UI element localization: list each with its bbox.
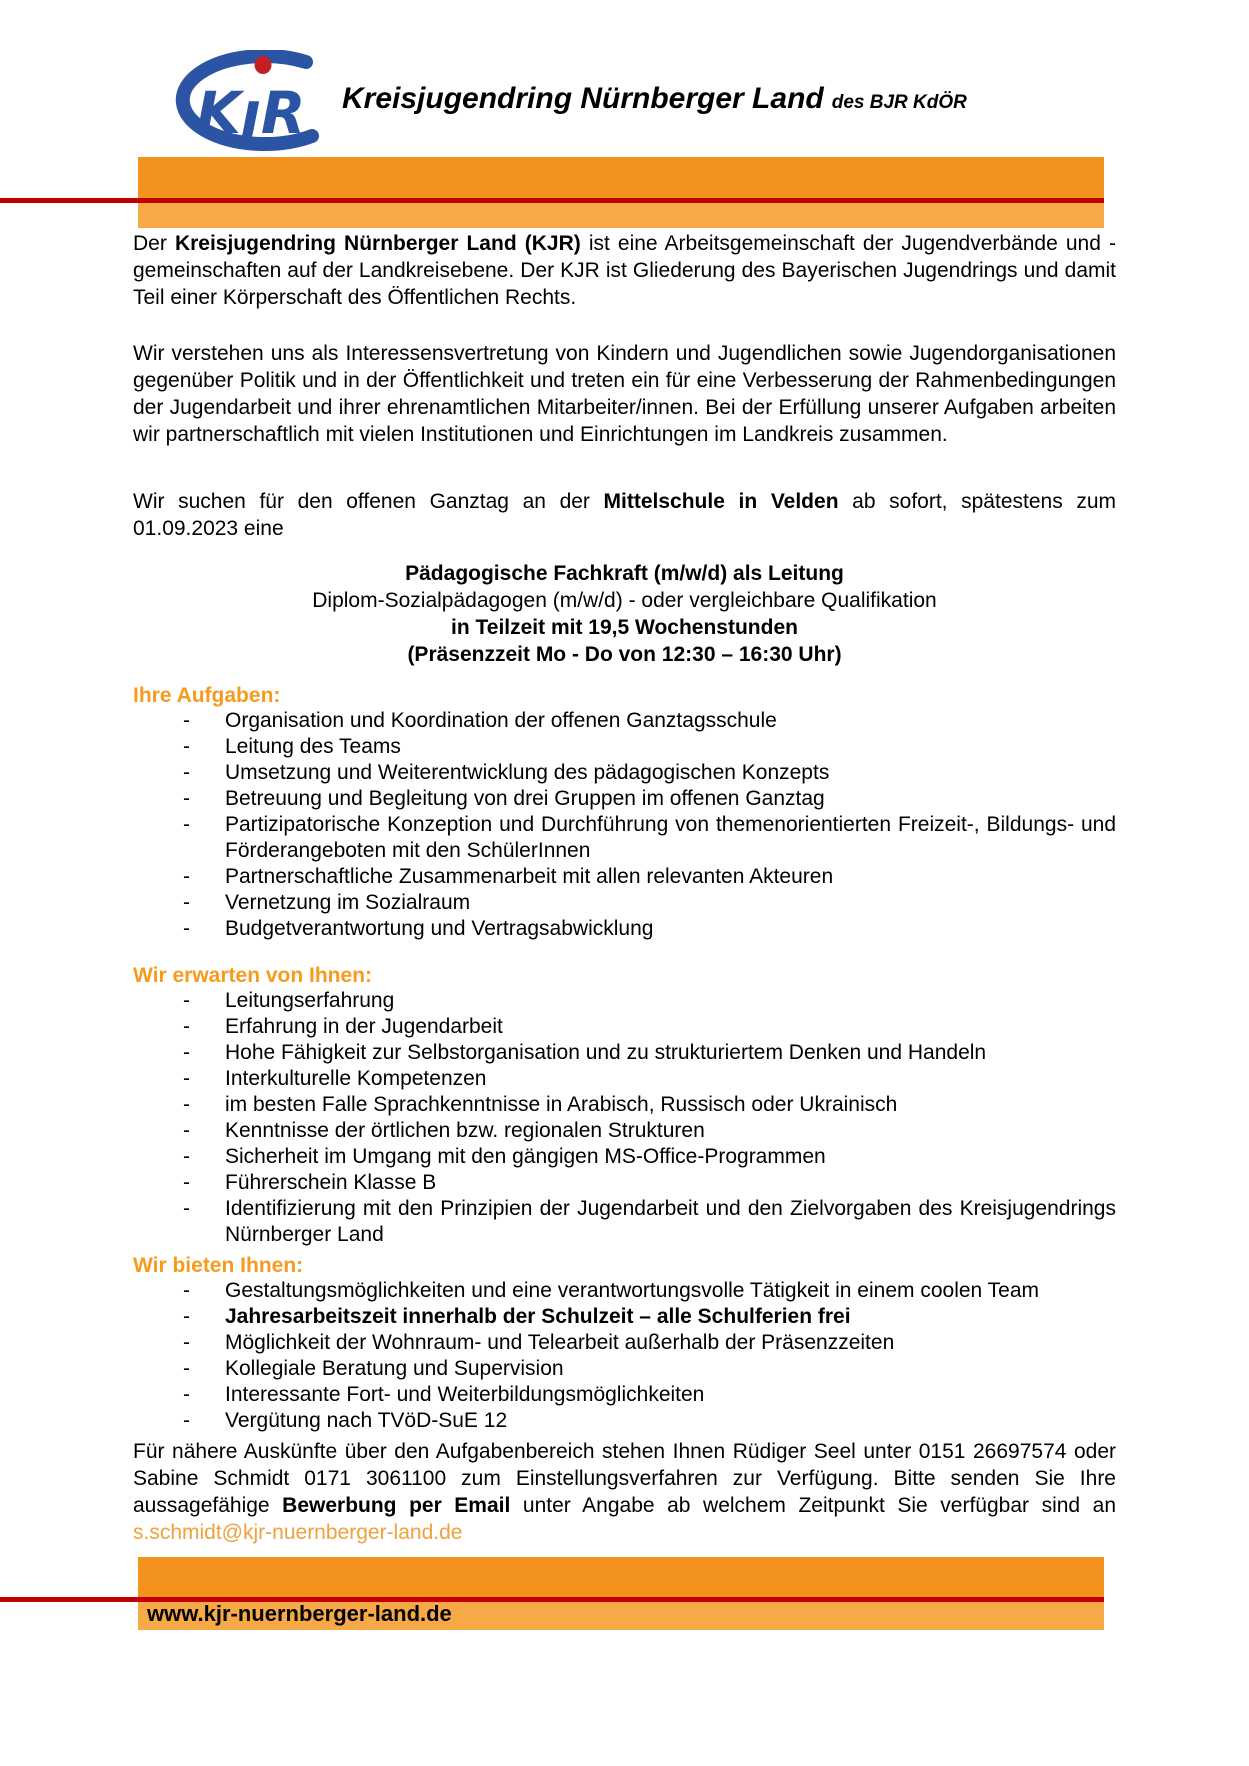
bullet-dash: - [183,1093,190,1116]
text-run: Wir verstehen uns als Interessensvertretung von Kindern und Jugendlichen sowie Jugendorganisationen gegenüber Politik und in der Öffentlichkeit und treten ein für eine Verbesserung der Rahmenbedingungen der Jugendarbeit und ihrer ehrenamtlichen Mitarbeiter/innen. Bei der Erfüllung unserer Aufgaben arbeiten wir partnerschaftlich mit vielen Institutionen und Einrichtungen im Landkreis zusammen. [133,342,1116,446]
logo-text: KȷR [196,79,306,147]
list-item-text: Hohe Fähigkeit zur Selbstorganisation und zu strukturiertem Denken und Handeln [225,1041,987,1064]
list-item-text: Budgetverantwortung und Vertragsabwicklung [225,917,654,940]
list-item [133,890,1116,916]
bullet-dash: - [183,709,190,732]
job-title-line1: Pädagogische Fachkraft (m/w/d) als Leitung [405,562,844,585]
top-banner-dark-band [138,157,1104,198]
org-title-line [342,82,967,116]
list-item [133,1092,1116,1118]
bullet-dash: - [183,989,190,1012]
list-item [133,1278,1116,1304]
list-item-text: Partizipatorische Konzeption und Durchführung von themenorientierten Freizeit-, Bildungs- und Förderangeboten mit den SchülerInnen [225,813,1116,862]
list-item-text: Interessante Fort- und Weiterbildungsmöglichkeiten [225,1383,705,1406]
footer-website-url: www.kjr-nuernberger-land.de [147,1601,452,1626]
list-item-text: im besten Falle Sprachkenntnisse in Arabisch, Russisch oder Ukrainisch [225,1093,898,1116]
list-item [133,1118,1116,1144]
top-banner [138,157,1104,228]
bullet-dash: - [183,891,190,914]
bullet-dash: - [183,1305,190,1328]
bullet-dash: - [183,1171,190,1194]
text-run: ab sofort, spätestens zum 01.09.2023 eine [133,490,1116,540]
erwarten-list [133,988,1116,1248]
list-item [133,1144,1116,1170]
job-title-block [133,560,1116,668]
list-item [133,988,1116,1014]
job-title-line4: (Präsenzzeit Mo - Do von 12:30 – 16:30 Uhr) [407,643,842,666]
kjr-logo [150,50,336,152]
list-item-text: Kollegiale Beratung und Supervision [225,1357,564,1380]
email-link[interactable]: s.schmidt@kjr-nuernberger-land.de [133,1521,463,1544]
text-run: Kreisjugendring Nürnberger Land (KJR) [174,232,581,255]
list-item-text: Jahresarbeitszeit innerhalb der Schulzeit – alle Schulferien frei [225,1305,851,1328]
job-title-line2: Diplom-Sozialpädagogen (m/w/d) - oder vergleichbare Qualifikation [312,589,937,612]
intro-paragraph-2 [133,340,1116,448]
org-name: Kreisjugendring Nürnberger Land [342,82,824,115]
text-run: Mittelschule in Velden [603,490,839,513]
bullet-dash: - [183,1145,190,1168]
list-item [133,760,1116,786]
bullet-dash: - [183,1067,190,1090]
bullet-dash: - [183,1119,190,1142]
list-item-text: Interkulturelle Kompetenzen [225,1067,487,1090]
list-item-text: Gestaltungsmöglichkeiten und eine verantwortungsvolle Tätigkeit in einem coolen Team [225,1279,1040,1302]
list-item-text: Sicherheit im Umgang mit den gängigen MS-Office-Programmen [225,1145,826,1168]
section-heading-bieten: Wir bieten Ihnen: [133,1254,304,1277]
bullet-dash: - [183,1383,190,1406]
aufgaben-list [133,708,1116,942]
bullet-dash: - [183,1357,190,1380]
bullet-dash: - [183,917,190,940]
job-title-line3: in Teilzeit mit 19,5 Wochenstunden [451,616,798,639]
list-item-text: Umsetzung und Weiterentwicklung des pädagogischen Konzepts [225,761,830,784]
list-item [133,1408,1116,1434]
list-item-text: Leitungserfahrung [225,989,395,1012]
list-item-text: Betreuung und Begleitung von drei Gruppen im offenen Ganztag [225,787,825,810]
list-item-text: Möglichkeit der Wohnraum- und Telearbeit außerhalb der Präsenzzeiten [225,1331,895,1354]
section-heading-erwarten: Wir erwarten von Ihnen: [133,964,373,987]
bullet-dash: - [183,787,190,810]
list-item [133,864,1116,890]
bullet-dash: - [183,1041,190,1064]
list-item-text: Vergütung nach TVöD-SuE 12 [225,1409,508,1432]
text-run: Wir suchen für den offenen Ganztag an der [133,490,604,513]
bullet-dash: - [183,1331,190,1354]
list-item [133,734,1116,760]
bullet-dash: - [183,813,190,836]
list-item [133,1170,1116,1196]
list-item-text: Vernetzung im Sozialraum [225,891,471,914]
bullet-dash: - [183,865,190,888]
bullet-dash: - [183,1015,190,1038]
list-item-text: Partnerschaftliche Zusammenarbeit mit allen relevanten Akteuren [225,865,834,888]
bullet-dash: - [183,1409,190,1432]
bullet-dash: - [183,1197,190,1220]
footer-banner-dark-band [138,1557,1104,1597]
list-item [133,1356,1116,1382]
list-item-text: Führerschein Klasse B [225,1171,437,1194]
list-item-text: Leitung des Teams [225,735,401,758]
text-run: unter Angabe ab welchem Zeitpunkt Sie verfügbar sind an [510,1494,1117,1517]
bieten-list [133,1278,1116,1434]
bullet-dash: - [183,735,190,758]
text-run: Für nähere Auskünfte über den Aufgabenbereich stehen Ihnen Rüdiger Seel unter 0151 26697574 oder Sabine Schmidt 0171 3061100 zum Einstellungsverfahren zur Verfügung. Bitte senden Sie Ihre aussagefähige [133,1440,1116,1517]
intro-paragraph-1 [133,230,1116,311]
text-run: Der [133,232,175,255]
list-item [133,1304,1116,1330]
list-item-text: Erfahrung in der Jugendarbeit [225,1015,503,1038]
list-item [133,1330,1116,1356]
section-heading-aufgaben: Ihre Aufgaben: [133,684,281,707]
org-suffix: des BJR KdÖR [831,92,967,113]
contact-paragraph [133,1438,1116,1546]
list-item [133,1196,1116,1248]
list-item-text: Kenntnisse der örtlichen bzw. regionalen Strukturen [225,1119,705,1142]
list-item [133,1040,1116,1066]
list-item [133,1014,1116,1040]
text-run: Bewerbung per Email [282,1494,511,1517]
list-item [133,812,1116,864]
bullet-dash: - [183,1279,190,1302]
top-red-divider [0,198,1104,203]
list-item [133,1066,1116,1092]
logo-red-dot-icon [255,56,272,74]
list-item [133,708,1116,734]
bullet-dash: - [183,761,190,784]
list-item [133,916,1116,942]
list-item [133,1382,1116,1408]
vacancy-intro-paragraph [133,488,1116,542]
list-item-text: Organisation und Koordination der offenen Ganztagsschule [225,709,777,732]
list-item-text: Identifizierung mit den Prinzipien der Jugendarbeit und den Zielvorgaben des Kreisjugendrings Nürnberger Land [225,1197,1116,1246]
text-run: ist eine Arbeitsgemeinschaft der Jugendverbände und -gemeinschaften auf der Landkreisebene. Der KJR ist Gliederung des Bayerischen Jugendrings und damit Teil einer Körperschaft des Öffentlichen Rechts. [133,232,1116,309]
list-item [133,786,1116,812]
